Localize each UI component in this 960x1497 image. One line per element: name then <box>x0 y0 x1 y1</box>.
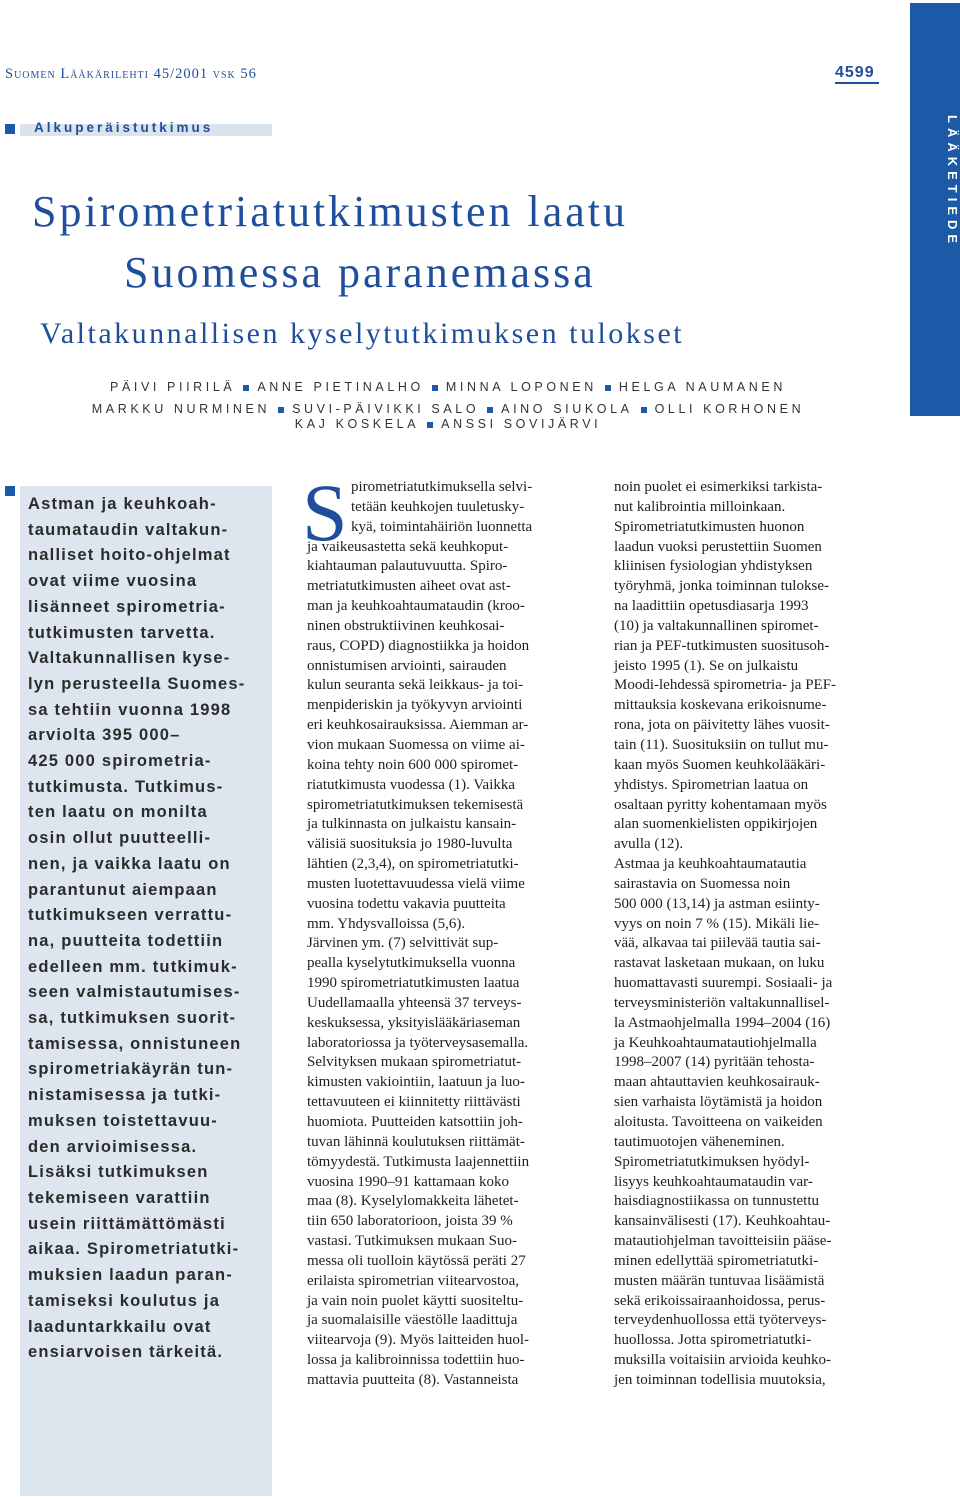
text-line: laaduntarkkailu ovat <box>28 1317 212 1336</box>
text-line: terveydenhuollossa että työterveys- <box>614 1312 827 1329</box>
text-line: laadun vuoksi perustettiin Suomen <box>614 538 822 555</box>
text-line: Lisäksi tutkimuksen <box>28 1163 209 1182</box>
text-line: rona, jota on päivitetty lähes vuosit- <box>614 717 830 734</box>
text-line: rastavat lasketaan mukaan, on luku <box>614 955 825 972</box>
author-separator-icon <box>641 407 647 413</box>
text-line: tautimuotojen väheneminen. <box>614 1133 785 1150</box>
text-line: kliinisen fysiologian yhdistyksen <box>614 558 813 575</box>
text-line: aloitusta. Tavoitteena on vaikeiden <box>614 1114 823 1130</box>
text-line: nistamisessa ja tutki- <box>28 1086 222 1105</box>
text-line: haisdiagnostiikassa on tunnustettu <box>614 1193 819 1210</box>
text-line: metriatutkimusten aiheet ovat ast- <box>307 578 511 595</box>
text-line: lisyys keuhkoahtaumataudin var- <box>614 1173 813 1190</box>
text-line: laboratoriossa ja työterveysasemalla. <box>307 1034 529 1051</box>
text-line: kiahtauman palautuvuutta. Spiro- <box>307 558 508 575</box>
author-name: MARKKU NURMINEN <box>91 402 271 416</box>
text-line: vuosina todettu vakavia puutteita <box>307 895 506 912</box>
text-line: yhdistys. Spirometrian laatua on <box>614 776 809 793</box>
author-separator-icon <box>487 407 493 413</box>
text-line: työryhmä, jonka toiminnan tulokse- <box>614 578 829 595</box>
text-line: menpideriskin ja työkyvyn arviointi <box>307 697 523 714</box>
text-line: tetään keuhkojen tuuletusky- <box>351 498 525 515</box>
text-line: pirometriatutkimuksella selvi- <box>351 479 533 495</box>
text-line: messa oli tuolloin käytössä peräti 27 <box>307 1252 526 1269</box>
text-line: nalliset hoito-ohjelmat <box>28 546 231 565</box>
author-separator-icon <box>605 385 611 391</box>
text-line: minen edellyttää spirometriatutki- <box>614 1252 819 1269</box>
text-line: pealla kyselytutkimuksella vuonna <box>307 955 516 972</box>
text-line: rian ja PEF-tutkimusten suositusoh- <box>614 637 830 654</box>
text-line: Uudellamaalla yhteensä 37 terveys- <box>307 994 522 1011</box>
text-line: spirometriatutkimuksen tekemisestä <box>307 796 524 813</box>
authors-line1 <box>0 380 896 394</box>
text-line: parantunut aiempaan <box>28 880 218 899</box>
journal-name: Suomen Lääkärilehti 45/2001 vsk 56 <box>5 66 257 82</box>
text-line: koina tehty noin 600 000 spiromet- <box>307 756 519 773</box>
text-line: ten laatu on monilta <box>28 803 208 822</box>
text-line: Selvityksen mukaan spirometriatut- <box>307 1054 522 1071</box>
text-line: tuvan lähinnä koulutuksen riittämät- <box>307 1133 525 1150</box>
text-line: edelleen mm. tutkimuk- <box>28 957 238 976</box>
text-line: Spirometriatutkimuksen hyödyl- <box>614 1153 810 1170</box>
text-line: kimusten vakiointiin, laatuun ja luo- <box>307 1074 525 1091</box>
body-column-1 <box>307 478 577 1391</box>
text-line: vastasi. Tutkimuksen mukaan Suo- <box>307 1233 518 1250</box>
text-line: tiin 650 laboratorioon, joista 39 % <box>307 1213 513 1230</box>
text-line: ja vaikeusastetta sekä keuhkoput- <box>307 538 509 555</box>
text-line: huomattavasti suurempi. Sosiaali- ja <box>614 975 833 992</box>
abstract-text <box>28 492 268 1366</box>
text-line: Astmaa ja keuhkoahtaumatautia <box>614 856 807 873</box>
section-marker-square <box>5 124 15 134</box>
text-line: muksen toistettavuu- <box>28 1111 218 1130</box>
text-line: ninen obstruktiivinen keuhkosai- <box>307 617 505 634</box>
text-line: 1998–2007 (14) pyritään tehosta- <box>614 1054 815 1071</box>
text-line: (10) ja valtakunnallinen spiromet- <box>614 617 819 634</box>
text-line: tutkimusta. Tutkimus- <box>28 777 224 796</box>
text-line: maa (8). Kyselylomakkeita lähetet- <box>307 1193 519 1210</box>
text-line: Spirometriatutkimusten huonon <box>614 518 805 535</box>
text-line: man ja keuhkoahtaumataudin (kroo- <box>307 598 525 615</box>
text-line: muksilla voitaisiin arvioida keuhko- <box>614 1352 832 1369</box>
sidebar-label: LÄÄKETIEDE <box>945 115 960 249</box>
text-line: arviolta 395 000– <box>28 726 181 745</box>
text-line: la Astmaohjelmalla 1994–2004 (16) <box>614 1014 831 1031</box>
text-line: avulla (12). <box>614 836 684 853</box>
text-line: sairastavia on Suomessa noin <box>614 875 791 892</box>
text-line: kansainvälisesti (17). Keuhkoahtau- <box>614 1213 831 1230</box>
text-line: vion mukaan Suomessa on viime ai- <box>307 736 525 753</box>
text-line: 425 000 spirometria- <box>28 752 212 771</box>
text-line: den arvioimisessa. <box>28 1137 198 1156</box>
text-line: lähtien (2,3,4), on spirometriatutki- <box>307 856 519 873</box>
text-line: aikaa. Spirometriatutki- <box>28 1240 240 1259</box>
text-line: tutkimukseen verrattu- <box>28 906 233 925</box>
text-line: kyä, toimintahäiriön luonnetta <box>351 518 533 535</box>
text-line: ensiarvoisen tärkeitä. <box>28 1343 224 1362</box>
text-line: maan ahtauttavien keuhkosairauk- <box>614 1074 820 1091</box>
text-line: ja vain noin puolet käytti suositeltu- <box>307 1292 524 1309</box>
text-line: välisiä suosituksia jo 1980-luvulta <box>307 836 513 853</box>
text-line: sien varhaista löytämistä ja hoidon <box>614 1094 823 1111</box>
text-line: vää, alkavaa tai piilevää tautia sai- <box>614 935 821 952</box>
text-line: spirometriakäyrän tun- <box>28 1060 234 1079</box>
text-line: mittauksia koskevana erikoisnume- <box>614 697 827 714</box>
text-line: tutkimusten tarvetta. <box>28 623 216 642</box>
text-line: na, puutteita todettiin <box>28 931 224 950</box>
article-title-line1: Spirometriatutkimusten laatu <box>32 187 629 236</box>
text-line: huollossa. Jotta spirometriatutki- <box>614 1332 812 1349</box>
text-line: osaltaan pyritty kohentamaan myös <box>614 796 827 813</box>
text-line: huomiota. Puutteiden katsottiin joh- <box>307 1114 523 1130</box>
text-line: erilaista spirometrian viitearvostoa, <box>307 1272 520 1289</box>
text-line: vyys on noin 7 % (15). Mikäli lie- <box>614 915 819 932</box>
author-separator-icon <box>427 422 433 428</box>
text-line: raus, COPD) diagnostiikka ja hoidon <box>307 637 530 654</box>
text-line: ja suomalaisille väestölle laadittuja <box>307 1312 518 1329</box>
author-separator-icon <box>278 407 284 413</box>
text-line: tamisessa, onnistuneen <box>28 1034 242 1053</box>
text-line: tamiseksi koulutus ja <box>28 1291 221 1310</box>
text-line: musten luotettavuudessa vielä viime <box>307 875 525 892</box>
body-column-2 <box>614 478 882 1391</box>
author-name: SUVI-PÄIVIKKI SALO <box>292 402 480 416</box>
text-line: tekemiseen varattiin <box>28 1188 211 1207</box>
text-line: tömyydestä. Tutkimusta laajennettiin <box>307 1153 530 1170</box>
text-line: na laadittiin opetusdiasarja 1993 <box>614 598 809 615</box>
text-line: lisänneet spirometria- <box>28 597 226 616</box>
text-line: vuosina 1990–91 kattamaan koko <box>307 1173 510 1190</box>
text-line: Moodi-lehdessä spirometria- ja PEF- <box>614 677 837 694</box>
text-line: ja Keuhkoahtaumatautiohjelmalla <box>614 1034 817 1051</box>
text-line: viitearvoja (9). Myös laitteiden huol- <box>307 1332 530 1349</box>
text-line: tettavuuteen ei kiinnitetty riittävästi <box>307 1094 521 1111</box>
author-separator-icon <box>243 385 249 391</box>
text-line: sekä erikoissairaanhoidossa, perus- <box>614 1292 826 1309</box>
text-line: eri keuhkosairauksissa. Aiemman ar- <box>307 717 529 734</box>
authors-line2 <box>0 402 896 416</box>
text-line: lyn perusteella Suomes- <box>28 674 246 693</box>
text-line: ovat viime vuosina <box>28 572 198 591</box>
text-line: seen valmistautumises- <box>28 983 241 1002</box>
authors-line3 <box>0 417 896 431</box>
text-line: nut kalibrointia milloinkaan. <box>614 498 786 515</box>
text-line: jen toiminnan todellisia muutoksia, <box>614 1371 826 1388</box>
drop-cap: S <box>302 467 348 558</box>
article-title-line2: Suomessa paranemassa <box>124 248 596 297</box>
author-separator-icon <box>432 385 438 391</box>
text-line: terveysministeriön valtakunnallisel- <box>614 994 830 1011</box>
section-label: Alkuperäistutkimus <box>34 120 214 135</box>
text-line: usein riittämättömästi <box>28 1214 226 1233</box>
text-line: Astman ja keuhkoah- <box>28 495 217 513</box>
text-line: Järvinen ym. (7) selvittivät sup- <box>307 935 499 952</box>
text-line: matautiohjelman tavoitteisiin pääse- <box>614 1233 832 1250</box>
text-line: lossa ja kalibroinnissa todettiin huo- <box>307 1352 525 1369</box>
text-line: Valtakunnallisen kyse- <box>28 649 231 668</box>
text-line: musten määrän tuntuvaa lisäämistä <box>614 1272 825 1289</box>
author-name: HELGA NAUMANEN <box>618 380 786 394</box>
text-line: jeisto 1995 (1). Se on julkaistu <box>614 657 799 674</box>
text-line: onnistumisen arviointi, sairauden <box>307 657 507 674</box>
text-line: osin ollut puutteelli- <box>28 829 212 848</box>
text-line: mm. Yhdysvalloissa (5,6). <box>307 915 466 932</box>
text-line: alan suomenkielisten oppikirjojen <box>614 816 818 833</box>
text-line: kaan myös Suomen keuhkolääkäri- <box>614 756 826 773</box>
page-number: 4599 <box>835 64 875 81</box>
article-subtitle: Valtakunnallisen kyselytutkimuksen tulokset <box>40 317 685 350</box>
text-line: keskuksessa, yksityislääkäriaseman <box>307 1014 521 1031</box>
text-line: 500 000 (13,14) ja astman esiinty- <box>614 895 820 912</box>
author-name: MINNA LOPONEN <box>445 380 597 394</box>
text-line: muksien laadun paran- <box>28 1266 233 1285</box>
author-name: ANNE PIETINALHO <box>257 380 424 394</box>
text-line: riatutkimusta vuodessa (1). Vaikka <box>307 776 516 793</box>
page-number-underline <box>835 82 879 84</box>
text-line: sa tehtiin vuonna 1998 <box>28 700 232 719</box>
text-line: sa, tutkimuksen suorit- <box>28 1009 237 1028</box>
text-line: 1990 spirometriatutkimusten laatua <box>307 975 520 992</box>
text-line: nen, ja vaikka laatu on <box>28 854 231 873</box>
text-line: noin puolet ei esimerkiksi tarkista- <box>614 479 823 495</box>
text-line: mattavia puutteita (8). Vastanneista <box>307 1371 519 1388</box>
author-name: OLLI KORHONEN <box>654 402 805 416</box>
text-line: taumataudin valtakun- <box>28 520 229 539</box>
abstract-marker-square <box>5 486 15 496</box>
author-name: PÄIVI PIIRILÄ <box>110 380 236 394</box>
text-line: ja tulkinnasta on julkaistu kansain- <box>307 816 517 833</box>
text-line: kulun seuranta sekä leikkaus- ja toi- <box>307 677 524 694</box>
author-name: KAJ KOSKELA <box>294 417 420 431</box>
author-name: AINO SIUKOLA <box>501 402 633 416</box>
text-line: tain (11). Suosituksiin on tullut mu- <box>614 736 829 753</box>
author-name: ANSSI SOVIJÄRVI <box>441 417 602 431</box>
